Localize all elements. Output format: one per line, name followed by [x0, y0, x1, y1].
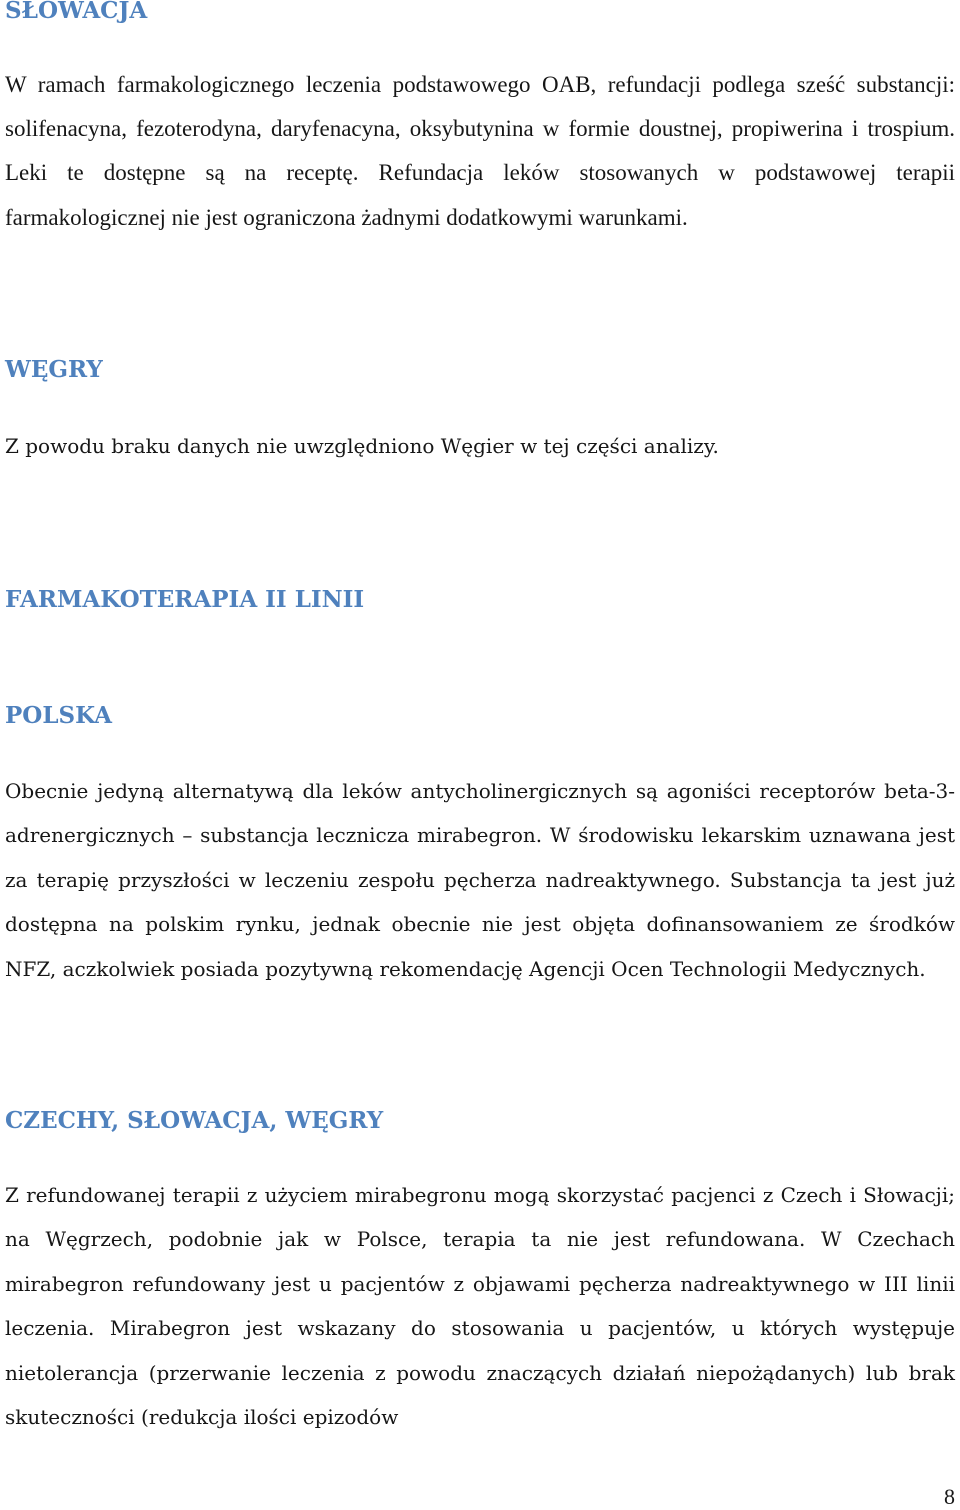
heading-slowacja: SŁOWACJA — [5, 0, 148, 24]
heading-czechy-slowacja-wegry: CZECHY, SŁOWACJA, WĘGRY — [5, 1107, 384, 1134]
heading-polska: POLSKA — [5, 702, 113, 729]
heading-wegry: WĘGRY — [5, 356, 103, 383]
heading-farmakoterapia: FARMAKOTERAPIA II LINII — [5, 586, 365, 613]
paragraph-wegry: Z powodu braku danych nie uwzględniono Węgier w tej części analizy. — [5, 434, 719, 458]
paragraph-polska: Obecnie jedyną alternatywą dla leków antycholinergicznych są agoniści receptorów beta-3-adrenergicznych – substancja lecznicza mirabegron. W środowisku lekarskim uznawana jest za terapię przyszłości w leczeniu zespołu pęcherza nadreaktywnego. Substancja ta jest już dostępna na polskim rynku, jednak obecnie nie jest objęta dofinansowaniem ze środków NFZ, aczkolwiek posiada pozytywną rekomendację Agencji Ocen Technologii Medycznych. — [5, 779, 955, 981]
page-number: 8 — [944, 1484, 955, 1509]
paragraph-czechy-slowacja-wegry: Z refundowanej terapii z użyciem mirabegronu mogą skorzystać pacjenci z Czech i Słowacji; na Węgrzech, podobnie jak w Polsce, terapia ta nie jest refundowana. W Czechach mirabegron refundowany jest u pacjentów z objawami pęcherza nadreaktywnego w III linii leczenia. Mirabegron jest wskazany do stosowania u pacjentów, u których występuje nietolerancja (przerwanie leczenia z powodu znaczących działań niepożądanych) lub brak skuteczności (redukcja ilości epizodów — [5, 1183, 955, 1430]
paragraph-slowacja: W ramach farmakologicznego leczenia podstawowego OAB, refundacji podlega sześć substancji: solifenacyna, fezoterodyna, daryfenacyna, oksybutynina w formie doustnej, propiwerina i trospium. Leki te dostępne są na receptę. Refundacja leków stosowanych w podstawowej terapii farmakologicznej nie jest ograniczona żadnymi dodatkowymi warunkami. — [5, 72, 955, 230]
